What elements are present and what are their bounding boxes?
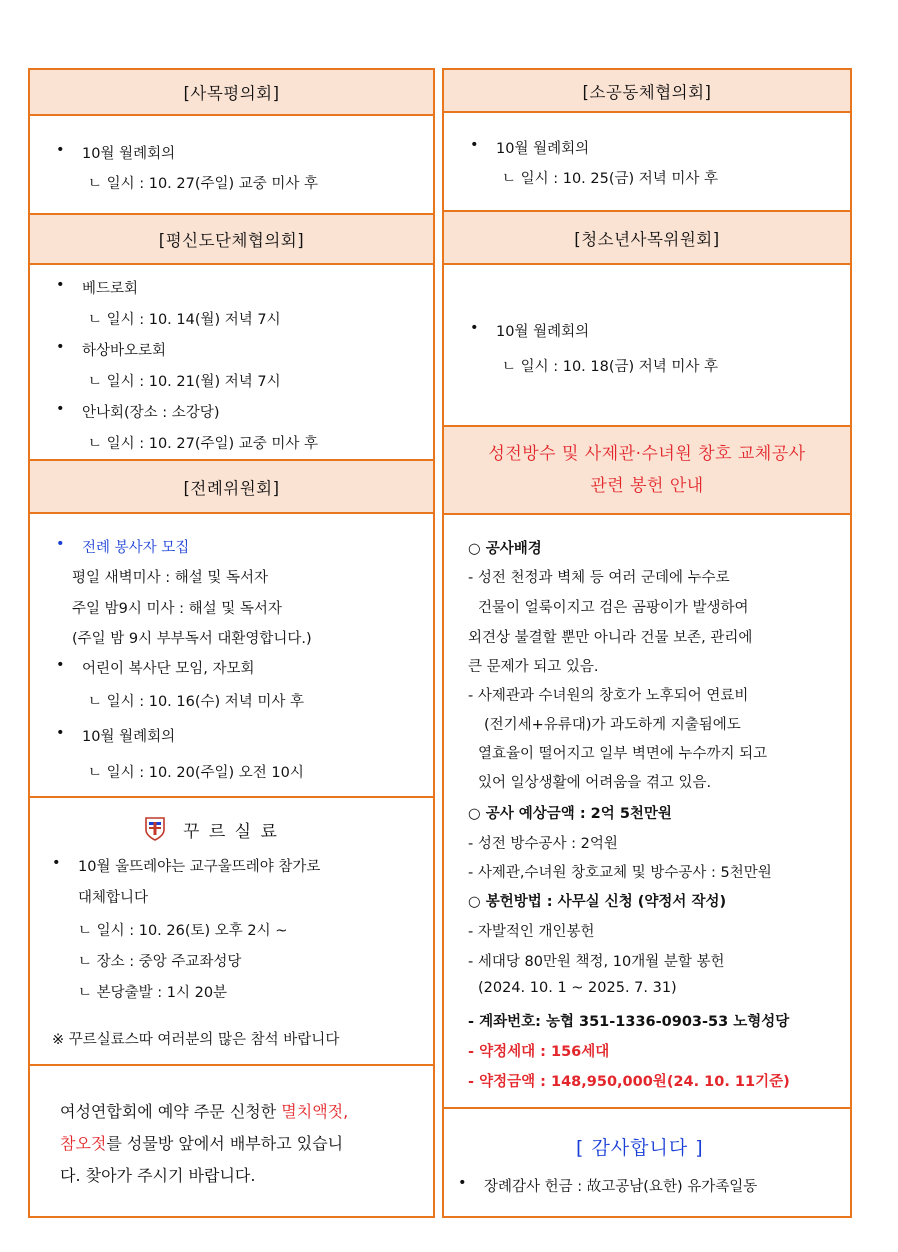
cursillo-sub: ㄴ 일시 : 10. 26(토) 오후 2시 ~ <box>78 923 288 939</box>
samok-title: [사목평의회] <box>183 84 280 103</box>
construction-bg-line: 건물이 얼룩이지고 검은 곰팡이가 발생하여 <box>478 600 749 616</box>
construction-bg-line: 큰 문제가 되고 있음. <box>468 659 599 675</box>
jeollye-children-sub: ㄴ 일시 : 10. 16(수) 저녁 미사 후 <box>88 694 305 710</box>
cursillo-note: ※ 꾸르실료스따 여러분의 많은 참석 바랍니다 <box>52 1032 340 1048</box>
jeollye-line: (주일 밤 9시 부부독서 대환영합니다.) <box>72 631 312 647</box>
cursillo-title-row <box>143 816 279 842</box>
jeollye-header <box>28 459 435 514</box>
construction-method-line: - 세대당 80만원 책정, 10개월 분할 봉헌 <box>468 954 725 970</box>
women-line-3: 다. 찾아가 주시기 바랍니다. <box>60 1166 256 1185</box>
cursillo-sub: ㄴ 본당출발 : 1시 20분 <box>78 985 228 1001</box>
sogongdong-item: • 10월 월례회의 <box>496 137 589 158</box>
women-item-anchovy: 멸치액젓, <box>281 1102 349 1121</box>
samok-header <box>28 68 435 116</box>
construction-bg-line: 열효율이 떨어지고 일부 벽면에 누수까지 되고 <box>478 746 768 762</box>
construction-pledge-amount: - 약정금액 : 148,950,000원(24. 10. 11기준) <box>468 1074 790 1090</box>
pyeongsin-item-sub: ㄴ 일시 : 10. 21(월) 저녁 7시 <box>88 374 281 390</box>
cursillo-title: 꾸 르 실 료 <box>183 821 279 842</box>
women-line-1 <box>60 1099 348 1122</box>
construction-account: - 계좌번호: 농협 351-1336-0903-53 노형성당 <box>468 1014 790 1030</box>
construction-title-2: 관련 봉헌 안내 <box>590 476 704 496</box>
thanks-divider <box>442 1107 852 1109</box>
samok-item-sub: ㄴ 일시 : 10. 27(주일) 교중 미사 후 <box>88 176 319 192</box>
jeollye-line: 주일 밤9시 미사 : 해설 및 독서자 <box>72 601 282 617</box>
women-item-shrimp: 참오젓 <box>60 1134 107 1153</box>
construction-title-1: 성전방수 및 사제관·수녀원 창호 교체공사 <box>488 444 806 464</box>
jeollye-children: • 어린이 복사단 모임, 자모회 <box>82 657 255 678</box>
pyeongsin-item: • 안나회(장소 : 소강당) <box>82 401 219 422</box>
women-divider <box>28 1064 435 1066</box>
construction-method-heading: ○ 봉헌방법 : 사무실 신청 (약정서 작성) <box>468 894 727 910</box>
cursillo-divider <box>28 796 435 798</box>
thanks-item: • 장례감사 헌금 : 故고공남(요한) 유가족일동 <box>484 1175 757 1196</box>
pyeongsin-title: [평신도단체협의회] <box>158 231 305 250</box>
cursillo-bullet-cont: 대체합니다 <box>78 890 149 906</box>
thanks-title: [ 감사합니다 ] <box>576 1137 704 1159</box>
sogongdong-header <box>442 68 852 113</box>
pyeongsin-header <box>28 213 435 265</box>
cursillo-emblem-icon <box>143 816 167 842</box>
jeollye-title: [전례위원회] <box>183 478 280 498</box>
pyeongsin-item-sub: ㄴ 일시 : 10. 14(월) 저녁 7시 <box>88 312 281 328</box>
jeollye-monthly-sub: ㄴ 일시 : 10. 20(주일) 오전 10시 <box>88 765 304 781</box>
pyeongsin-item: • 베드로회 <box>82 277 138 298</box>
women-text: 를 성물방 앞에서 배부하고 있습니 <box>106 1134 344 1153</box>
construction-cost-line: - 사제관,수녀원 창호교체 및 방수공사 : 5천만원 <box>468 865 772 881</box>
construction-bg-line: 있어 일상생활에 어려움을 겪고 있음. <box>478 775 712 791</box>
construction-bg-line: 외견상 불결할 뿐만 아니라 건물 보존, 관리에 <box>468 630 753 646</box>
women-text: 여성연합회에 예약 주문 신청한 <box>60 1102 282 1121</box>
pyeongsin-item-sub: ㄴ 일시 : 10. 27(주일) 교중 미사 후 <box>88 436 319 452</box>
cursillo-sub: ㄴ 장소 : 중앙 주교좌성당 <box>78 954 242 970</box>
construction-bg-line: - 성전 천정과 벽체 등 여러 군데에 누수로 <box>468 570 730 586</box>
construction-background-heading: ○ 공사배경 <box>468 541 542 557</box>
youth-item: • 10월 월례회의 <box>496 320 589 341</box>
construction-method-line: - 자발적인 개인봉헌 <box>468 924 595 940</box>
sogongdong-title: [소공동체협의회] <box>582 82 712 102</box>
pyeongsin-item: • 하상바오로회 <box>82 339 166 360</box>
construction-header <box>442 425 852 515</box>
jeollye-monthly: • 10월 월례회의 <box>82 725 175 746</box>
construction-cost-heading: ○ 공사 예상금액 : 2억 5천만원 <box>468 806 672 822</box>
youth-header <box>442 210 852 265</box>
construction-method-line: (2024. 10. 1 ~ 2025. 7. 31) <box>478 980 677 996</box>
construction-bg-line: - 사제관과 수녀원의 창호가 노후되어 연료비 <box>468 688 749 704</box>
women-line-2 <box>60 1131 343 1154</box>
construction-cost-line: - 성전 방수공사 : 2억원 <box>468 836 618 852</box>
sogongdong-item-sub: ㄴ 일시 : 10. 25(금) 저녁 미사 후 <box>502 171 719 187</box>
construction-pledge-households: - 약정세대 : 156세대 <box>468 1044 610 1060</box>
youth-title: [청소년사목위원회] <box>574 229 720 249</box>
jeollye-line: 평일 새벽미사 : 해설 및 독서자 <box>72 570 269 586</box>
cursillo-bullet: • 10월 울뜨레야는 교구울뜨레야 참가로 <box>78 855 320 876</box>
construction-bg-line: (전기세+유류대)가 과도하게 지출됨에도 <box>484 717 741 733</box>
youth-item-sub: ㄴ 일시 : 10. 18(금) 저녁 미사 후 <box>502 359 719 375</box>
jeollye-recruit: • 전례 봉사자 모집 <box>82 536 189 557</box>
samok-item: • 10월 월례회의 <box>82 142 175 163</box>
